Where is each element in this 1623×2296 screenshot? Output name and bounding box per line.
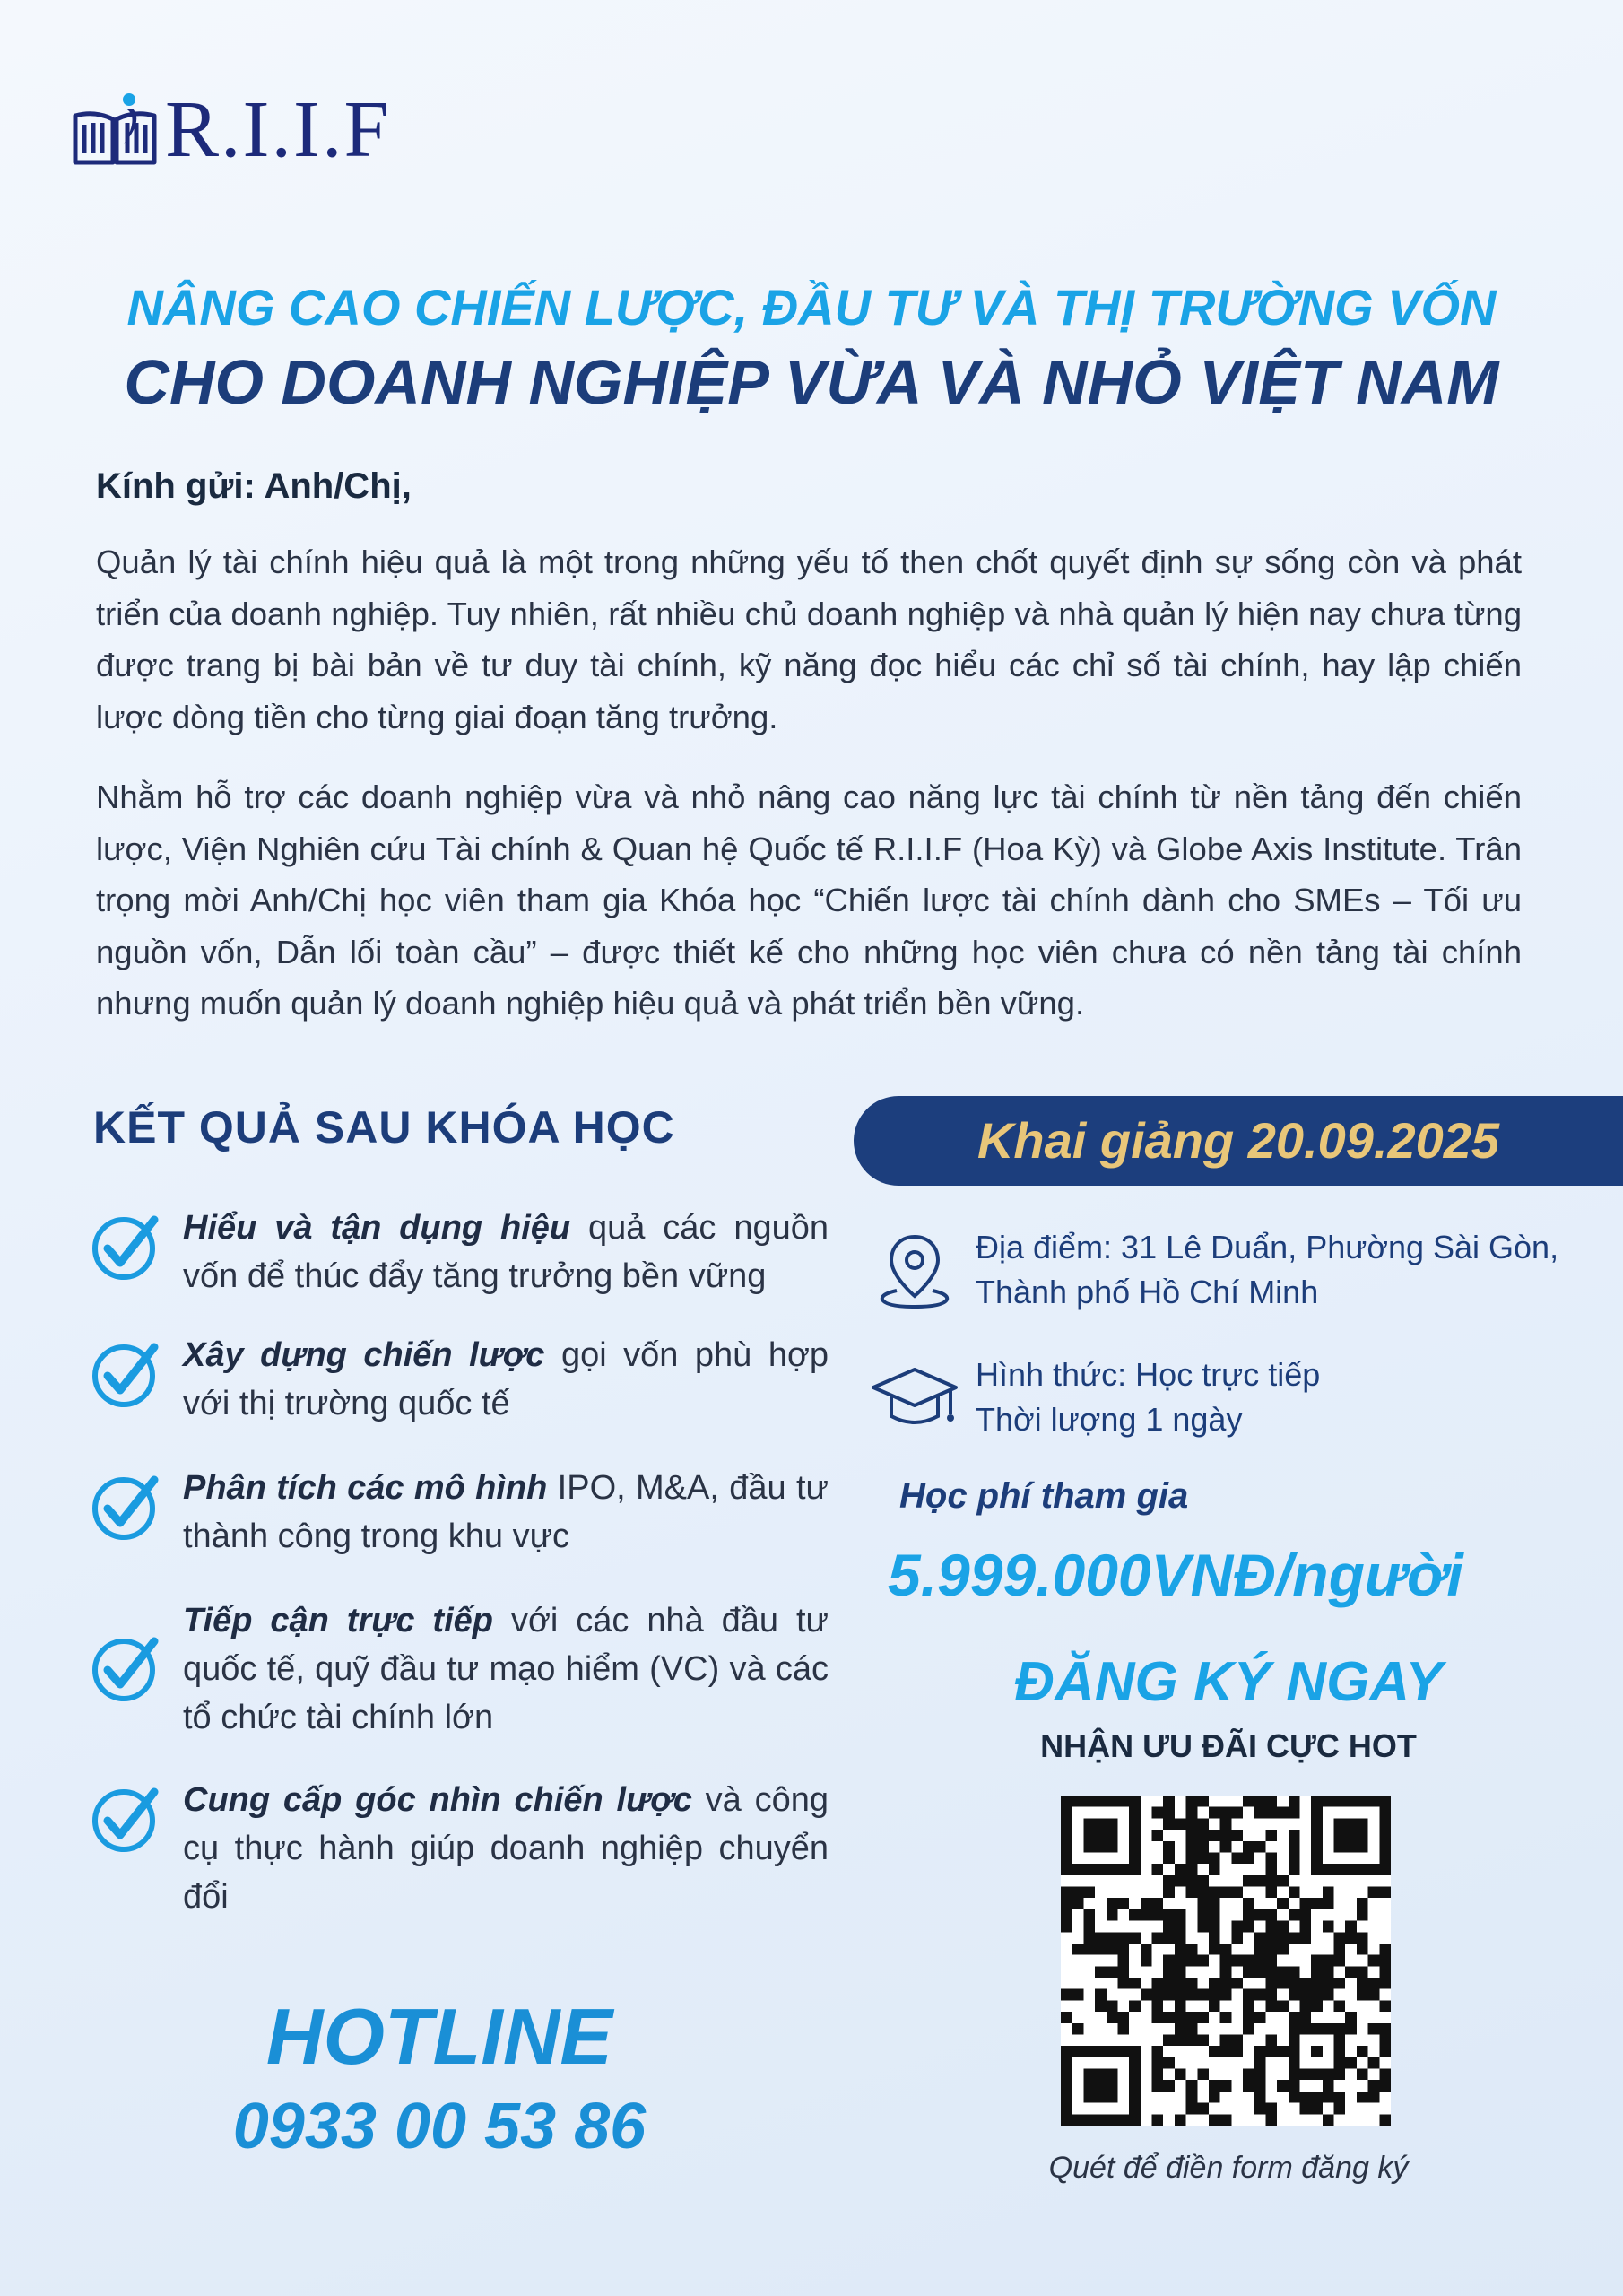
result-text: quả các nguồn vốn để thúc đẩy tăng trưởng bền vững	[183, 1209, 829, 1295]
event-format	[870, 1352, 1587, 1442]
result-text: với các nhà đầu tư quốc tế, quỹ đầu tư mạo hiểm (VC) và các tổ chức tài chính lớn	[183, 1602, 829, 1736]
logo-text: R.I.I.F	[165, 85, 391, 174]
event-location	[870, 1225, 1587, 1315]
check-circle-icon	[90, 1211, 161, 1283]
intro-paragraph-2: Nhằm hỗ trợ các doanh nghiệp vừa và nhỏ nâng cao năng lực tài chính từ nền tảng đến chiến lược, Viện Nghiên cứu Tài chính & Quan hệ Quốc tế R.I.I.F (Hoa Kỳ) và Globe Axis Institute. Trân trọng mời Anh/Chị học viên tham gia Khóa học “Chiến lược tài chính dành cho SMEs – Tối ưu nguồn vốn, Dẫn lối toàn cầu” – được thiết kế cho những học viên chưa có nền tảng tài chính nhưng muốn quản lý doanh nghiệp hiệu quả và phát triển bền vững.	[96, 778, 1522, 1022]
check-circle-icon	[90, 1632, 161, 1704]
result-text: IPO, M&A, đầu tư thành công trong khu vực	[183, 1469, 829, 1555]
fee-amount: 5.999.000VNĐ/người	[888, 1542, 1463, 1608]
location-line-2: Thành phố Hồ Chí Minh	[976, 1274, 1319, 1310]
result-text: và công cụ thực hành giúp doanh nghiệp chuyển đổi	[183, 1781, 829, 1916]
page-title-line-1: NÂNG CAO CHIẾN LƯỢC, ĐẦU TƯ VÀ THỊ TRƯỜNG VỐN	[126, 279, 1497, 335]
result-text: gọi vốn phù hợp với thị trường quốc tế	[183, 1336, 829, 1422]
result-item	[90, 1204, 834, 1300]
result-item	[90, 1596, 834, 1742]
page-title-line-2: CHO DOANH NGHIỆP VỪA VÀ NHỎ VIỆT NAM	[124, 347, 1499, 417]
hotline-label: HOTLINE	[265, 1992, 613, 2081]
check-circle-icon	[90, 1338, 161, 1410]
result-bold: Cung cấp góc nhìn chiến lược	[183, 1781, 692, 1819]
register-cta: ĐĂNG KÝ NGAY	[1014, 1651, 1443, 1713]
intro-paragraph-1: Quản lý tài chính hiệu quả là một trong những yếu tố then chốt quyết định sự sống còn và phát triển của doanh nghiệp. Tuy nhiên, rất nhiều chủ doanh nghiệp và nhà quản lý hiện nay chưa từng được trang bị bài bản về tư duy tài chính, kỹ năng đọc hiểu các chỉ số tài chính, hay lập chiến lược dòng tiền cho từng giai đoạn tăng trưởng.	[96, 544, 1522, 735]
logo	[70, 85, 391, 174]
graduation-cap-icon	[870, 1357, 959, 1438]
qr-caption: Quét để điền form đăng ký	[1048, 2151, 1409, 2185]
result-bold: Hiểu và tận dụng hiệu	[183, 1209, 571, 1247]
result-bold: Tiếp cận trực tiếp	[183, 1602, 493, 1639]
check-circle-icon	[90, 1471, 161, 1543]
greeting: Kính gửi: Anh/Chị,	[96, 466, 412, 506]
location-pin-icon	[870, 1230, 959, 1310]
result-item	[90, 1776, 834, 1921]
book-person-logo-icon	[70, 91, 160, 170]
format-line-2: Thời lượng 1 ngày	[976, 1401, 1243, 1438]
result-bold: Phân tích các mô hình	[183, 1469, 548, 1507]
location-line-1: Địa điểm: 31 Lê Duẩn, Phường Sài Gòn,	[976, 1229, 1559, 1265]
fee-label: Học phí tham gia	[899, 1476, 1189, 1516]
result-item	[90, 1464, 834, 1561]
result-item	[90, 1331, 834, 1428]
qr-code-icon	[1061, 1796, 1391, 2126]
qr-code[interactable]	[1061, 1796, 1391, 2126]
check-circle-icon	[90, 1783, 161, 1855]
hotline-number[interactable]: 0933 00 53 86	[232, 2091, 647, 2162]
offer-text: NHẬN ƯU ĐÃI CỰC HOT	[1040, 1727, 1417, 1764]
results-heading: KẾT QUẢ SAU KHÓA HỌC	[93, 1102, 675, 1152]
result-bold: Xây dựng chiến lược	[183, 1336, 545, 1374]
opening-date: Khai giảng 20.09.2025	[976, 1112, 1500, 1169]
format-line-1: Hình thức: Học trực tiếp	[976, 1356, 1321, 1393]
